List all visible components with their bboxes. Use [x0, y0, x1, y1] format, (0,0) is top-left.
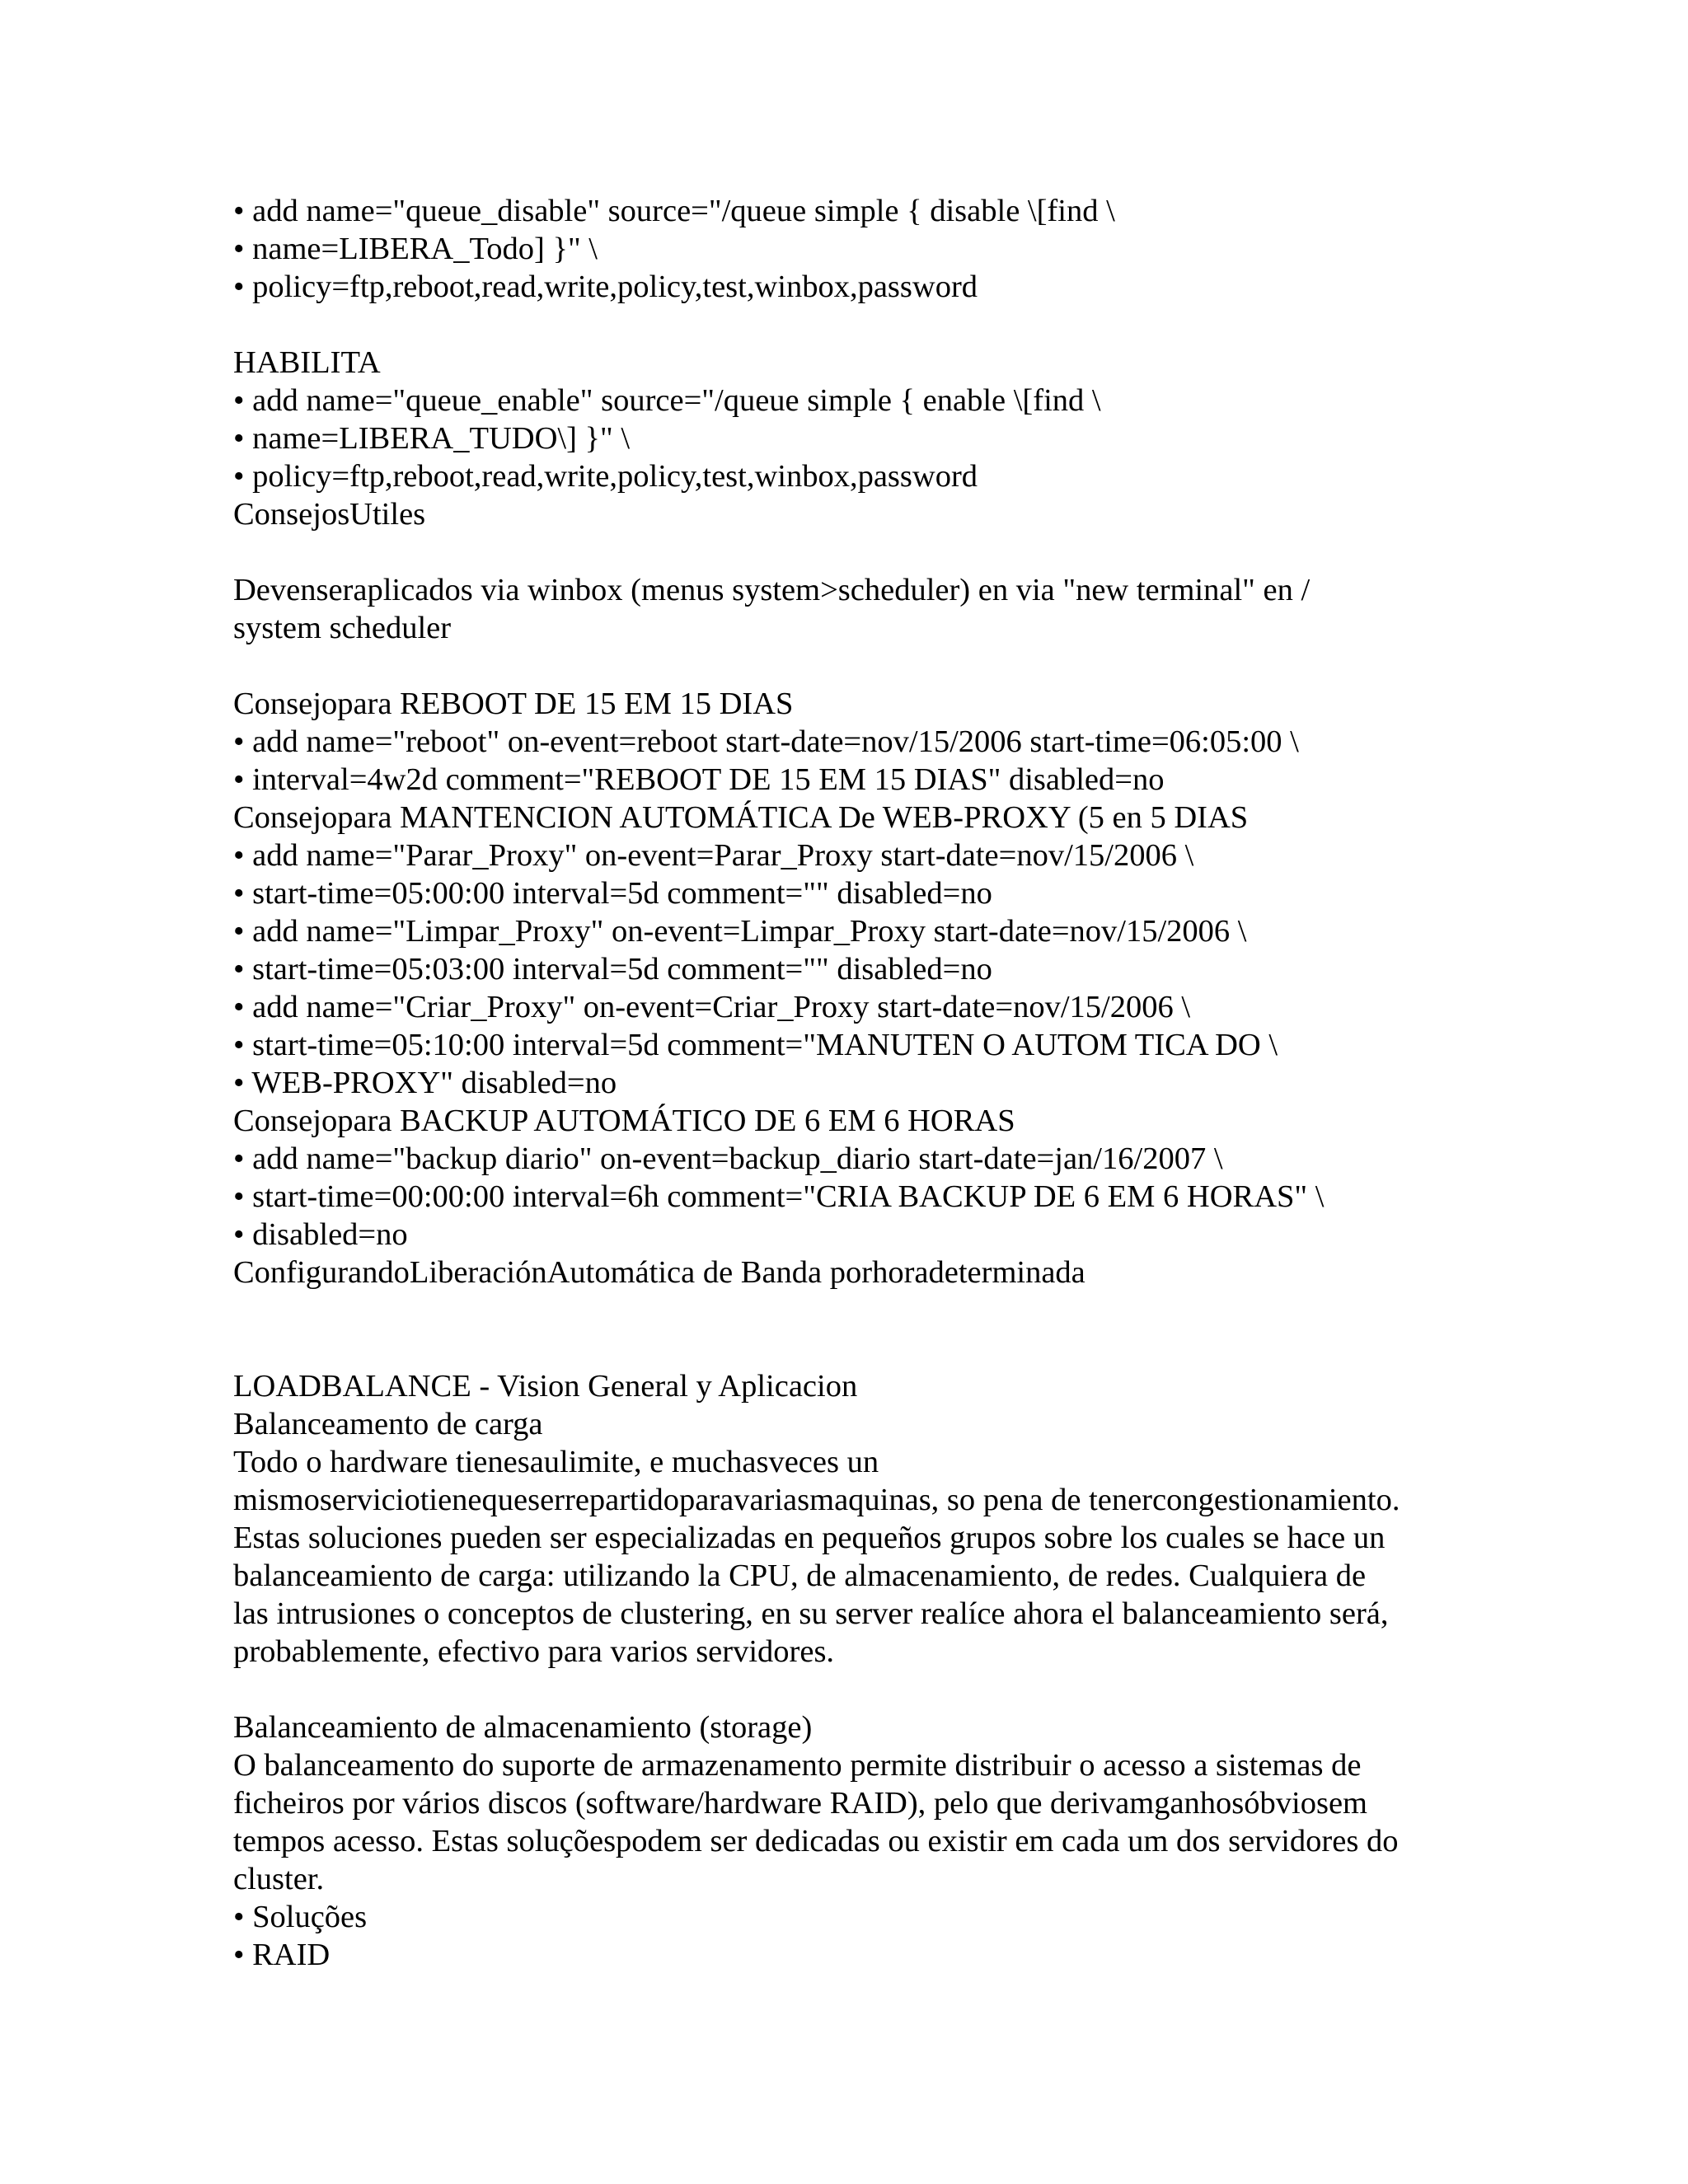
script-line: • add name="reboot" on-event=reboot start-date=nov/15/2006 start-time=06:05:00 \ — [233, 724, 1299, 759]
paragraph-line: Devenseraplicados via winbox (menus system>scheduler) en via "new terminal" en / — [233, 573, 1311, 607]
paragraph-line: probablemente, efectivo para varios servidores. — [233, 1634, 835, 1669]
section-title: LOADBALANCE - Vision General y Aplicacion — [233, 1369, 858, 1404]
script-line: • start-time=00:00:00 interval=6h comment="CRIA BACKUP DE 6 EM 6 HORAS" \ — [233, 1179, 1325, 1214]
script-line: • name=LIBERA_TUDO\] }" \ — [233, 421, 631, 456]
script-line: • start-time=05:03:00 interval=5d comment="" disabled=no — [233, 952, 992, 987]
paragraph-line: balanceamiento de carga: utilizando la CPU, de almacenamiento, de redes. Cualquiera de — [233, 1558, 1367, 1593]
tip-heading: Consejopara MANTENCION AUTOMÁTICA De WEB-PROXY (5 en 5 DIAS — [233, 800, 1249, 835]
script-line: • policy=ftp,reboot,read,write,policy,test,winbox,password — [233, 269, 978, 304]
section-heading: ConsejosUtiles — [233, 497, 426, 532]
spacer — [233, 1671, 1470, 1708]
paragraph-line: system scheduler — [233, 611, 452, 645]
script-line: • disabled=no — [233, 1217, 408, 1252]
paragraph-line: Estas soluciones pueden ser especializadas en pequeños grupos sobre los cuales se hace un — [233, 1521, 1386, 1555]
script-line: • start-time=05:00:00 interval=5d comment="" disabled=no — [233, 876, 992, 911]
paragraph-line: mismoserviciotienequeserrepartidoparavariasmaquinas, so pena de tenercongestionamiento. — [233, 1483, 1400, 1517]
script-line: • name=LIBERA_Todo] }" \ — [233, 232, 598, 266]
tip-heading: ConfigurandoLiberaciónAutomática de Banda porhoradeterminada — [233, 1255, 1085, 1290]
tip-heading: Consejopara REBOOT DE 15 EM 15 DIAS — [233, 687, 794, 721]
queue-disable-script — [233, 192, 1470, 306]
section-heading: HABILITA — [233, 345, 381, 380]
paragraph-line: las intrusiones o conceptos de clustering, en su server realíce ahora el balanceamiento será, — [233, 1596, 1389, 1631]
spacer — [233, 533, 1470, 571]
paragraph-line: Todo o hardware tienesaulimite, e muchasveces un — [233, 1445, 879, 1479]
habilita-section — [233, 344, 1470, 533]
section-subtitle: Balanceamento de carga — [233, 1407, 543, 1441]
loadbalance-section — [233, 1367, 1470, 1671]
script-line: • add name="queue_enable" source="/queue simple { enable \[find \ — [233, 383, 1101, 418]
list-item: • RAID — [233, 1938, 331, 1972]
section-subtitle: Balanceamiento de almacenamiento (storage) — [233, 1710, 813, 1745]
script-line: • add name="Parar_Proxy" on-event=Parar_Proxy start-date=nov/15/2006 \ — [233, 838, 1194, 873]
storage-balancing-section — [233, 1708, 1470, 1974]
script-line: • policy=ftp,reboot,read,write,policy,test,winbox,password — [233, 459, 978, 494]
paragraph-line: tempos acesso. Estas soluçõespodem ser dedicadas ou existir em cada um dos servidores do — [233, 1824, 1399, 1858]
script-line: • add name="queue_disable" source="/queue simple { disable \[find \ — [233, 194, 1115, 228]
paragraph-line: cluster. — [233, 1862, 325, 1896]
script-line: • start-time=05:10:00 interval=5d comment="MANUTEN O AUTOM TICA DO \ — [233, 1028, 1278, 1062]
document-page — [233, 192, 1470, 1974]
scheduler-tips — [233, 685, 1470, 1291]
spacer — [233, 1291, 1470, 1367]
spacer — [233, 647, 1470, 685]
paragraph-line: O balanceamento do suporte de armazenamento permite distribuir o acesso a sistemas de — [233, 1748, 1362, 1783]
script-line: • interval=4w2d comment="REBOOT DE 15 EM 15 DIAS" disabled=no — [233, 762, 1165, 797]
paragraph-line: ficheiros por vários discos (software/hardware RAID), pelo que derivamganhosóbviosem — [233, 1786, 1367, 1821]
tip-heading: Consejopara BACKUP AUTOMÁTICO DE 6 EM 6 HORAS — [233, 1104, 1015, 1138]
script-line: • add name="backup diario" on-event=backup_diario start-date=jan/16/2007 \ — [233, 1141, 1223, 1176]
script-line: • add name="Criar_Proxy" on-event=Criar_Proxy start-date=nov/15/2006 \ — [233, 990, 1191, 1024]
script-line: • add name="Limpar_Proxy" on-event=Limpar_Proxy start-date=nov/15/2006 \ — [233, 914, 1247, 949]
spacer — [233, 306, 1470, 344]
list-item: • Soluções — [233, 1900, 368, 1934]
instructions-paragraph — [233, 571, 1470, 647]
script-line: • WEB-PROXY" disabled=no — [233, 1066, 617, 1100]
